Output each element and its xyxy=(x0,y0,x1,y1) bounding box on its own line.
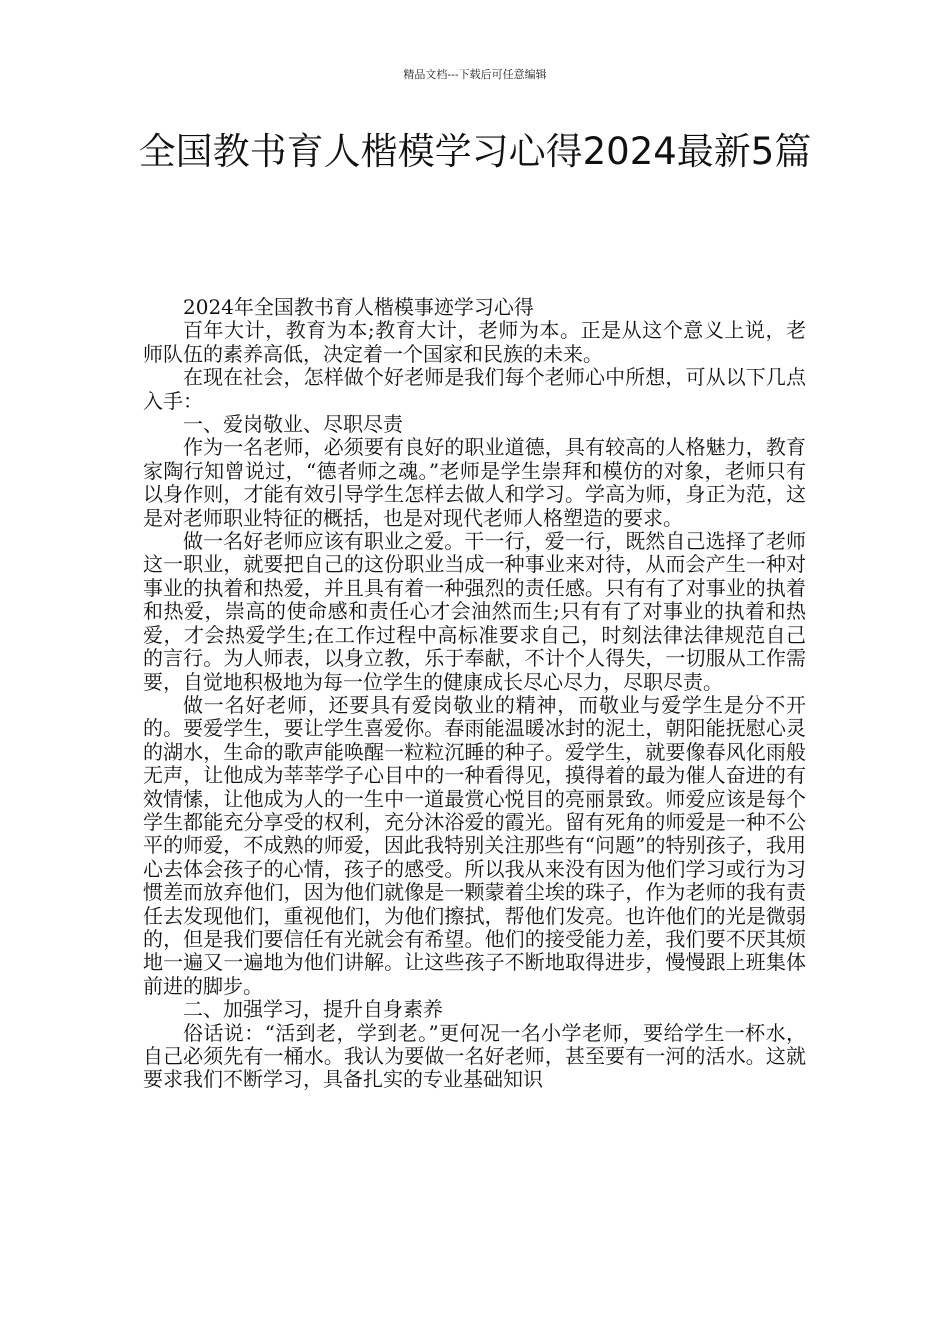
paragraph: 作为一名老师，必须要有良好的职业道德，具有较高的人格魅力，教育家陶行知曾说过，“德者师之魂。”老师是学生崇拜和模仿的对象，老师只有以身作则，才能有效引导学生怎样去做人和学习。学高为师，身正为范，这是对老师职业特征的概括，也是对现代老师人格塑造的要求。 xyxy=(143,435,806,530)
document-body xyxy=(143,296,806,1092)
paragraph: 百年大计，教育为本;教育大计，老师为本。正是从这个意义上说，老师队伍的素养高低，决定着一个国家和民族的未来。 xyxy=(143,318,806,366)
paragraph: 做一名好老师，还要具有爱岗敬业的精神，而敬业与爱学生是分不开的。要爱学生，要让学生喜爱你。春雨能温暖冰封的泥土，朝阳能抚慰心灵的湖水，生命的歌声能唤醒一粒粒沉睡的种子。爱学生，就要像春风化雨般无声，让他成为莘莘学子心目中的一种看得见，摸得着的最为催人奋进的有效情愫，让他成为人的一生中一道最赏心悦目的亮丽景致。师爱应该是每个学生都能充分享受的权利，充分沐浴爱的霞光。留有死角的师爱是一种不公平的师爱，不成熟的师爱，因此我特别关注那些有“问题”的特别孩子，我用心去体会孩子的心情，孩子的感受。所以我从来没有因为他们学习或行为习惯差而放弃他们，因为他们就像是一颗蒙着尘埃的珠子，作为老师的我有责任去发现他们，重视他们，为他们擦拭，帮他们发亮。也许他们的光是微弱的，但是我们要信任有光就会有希望。他们的接受能力差，我们要不厌其烦地一遍又一遍地为他们讲解。让这些孩子不断地取得进步，慢慢跟上班集体前进的脚步。 xyxy=(143,692,806,998)
page-header: 精品文档---下载后可任意编辑 xyxy=(403,68,547,81)
paragraph: 俗话说：“活到老，学到老。”更何况一名小学老师，要给学生一杯水，自己必须先有一桶水。我认为要做一名好老师，甚至要有一河的活水。这就要求我们不断学习，具备扎实的专业基础知识 xyxy=(143,1020,806,1092)
paragraph-subtitle: 2024年全国教书育人楷模事迹学习心得 xyxy=(183,295,534,319)
section-heading: 二、加强学习，提升自身素养 xyxy=(183,997,443,1022)
paragraph: 做一名好老师应该有职业之爱。干一行，爱一行，既然自己选择了老师这一职业，就要把自己的这份职业当成一种事业来对待，从而会产生一种对事业的执着和热爱，并且具有着一种强烈的责任感。只有有了对事业的执着和热爱，崇高的使命感和责任心才会油然而生;只有有了对事业的执着和热爱，才会热爱学生;在工作过程中高标准要求自己，时刻法律法律规范自己的言行。为人师表，以身立教，乐于奉献，不计个人得失，一切服从工作需要，自觉地积极地为每一位学生的健康成长尽心尽力，尽职尽责。 xyxy=(143,529,806,694)
paragraph: 在现在社会，怎样做个好老师是我们每个老师心中所想，可从以下几点入手： xyxy=(143,365,806,413)
section-heading: 一、爱岗敬业、尽职尽责 xyxy=(183,412,403,437)
document-title: 全国教书育人楷模学习心得2024最新5篇 xyxy=(138,130,812,173)
